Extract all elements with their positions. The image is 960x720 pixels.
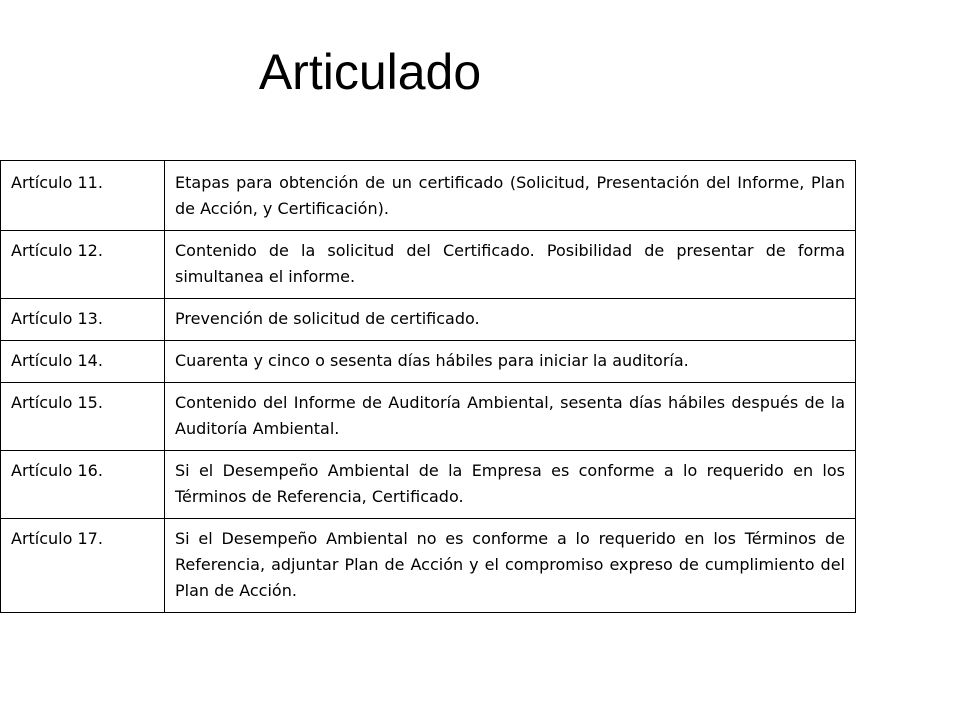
article-description: Contenido de la solicitud del Certificado. Posibilidad de presentar de forma simultanea el informe. (165, 231, 856, 299)
article-number: Artículo 13. (1, 299, 165, 341)
article-number: Artículo 12. (1, 231, 165, 299)
article-number: Artículo 11. (1, 161, 165, 231)
article-number: Artículo 17. (1, 519, 165, 613)
table-row (1, 299, 856, 341)
table-row (1, 519, 856, 613)
table-row (1, 231, 856, 299)
article-description: Etapas para obtención de un certificado (Solicitud, Presentación del Informe, Plan de Acción, y Certificación). (165, 161, 856, 231)
article-description: Si el Desempeño Ambiental no es conforme a lo requerido en los Términos de Referencia, adjuntar Plan de Acción y el compromiso expreso de cumplimiento del Plan de Acción. (165, 519, 856, 613)
article-description: Prevención de solicitud de certificado. (165, 299, 856, 341)
page-title: Articulado (258, 44, 482, 100)
table-row (1, 383, 856, 451)
table-row (1, 451, 856, 519)
article-number: Artículo 14. (1, 341, 165, 383)
article-description: Contenido del Informe de Auditoría Ambiental, sesenta días hábiles después de la Auditoría Ambiental. (165, 383, 856, 451)
article-description: Cuarenta y cinco o sesenta días hábiles para iniciar la auditoría. (165, 341, 856, 383)
article-number: Artículo 16. (1, 451, 165, 519)
articles-table (0, 160, 856, 613)
table-row (1, 161, 856, 231)
article-number: Artículo 15. (1, 383, 165, 451)
table-row (1, 341, 856, 383)
article-description: Si el Desempeño Ambiental de la Empresa es conforme a lo requerido en los Términos de Referencia, Certificado. (165, 451, 856, 519)
